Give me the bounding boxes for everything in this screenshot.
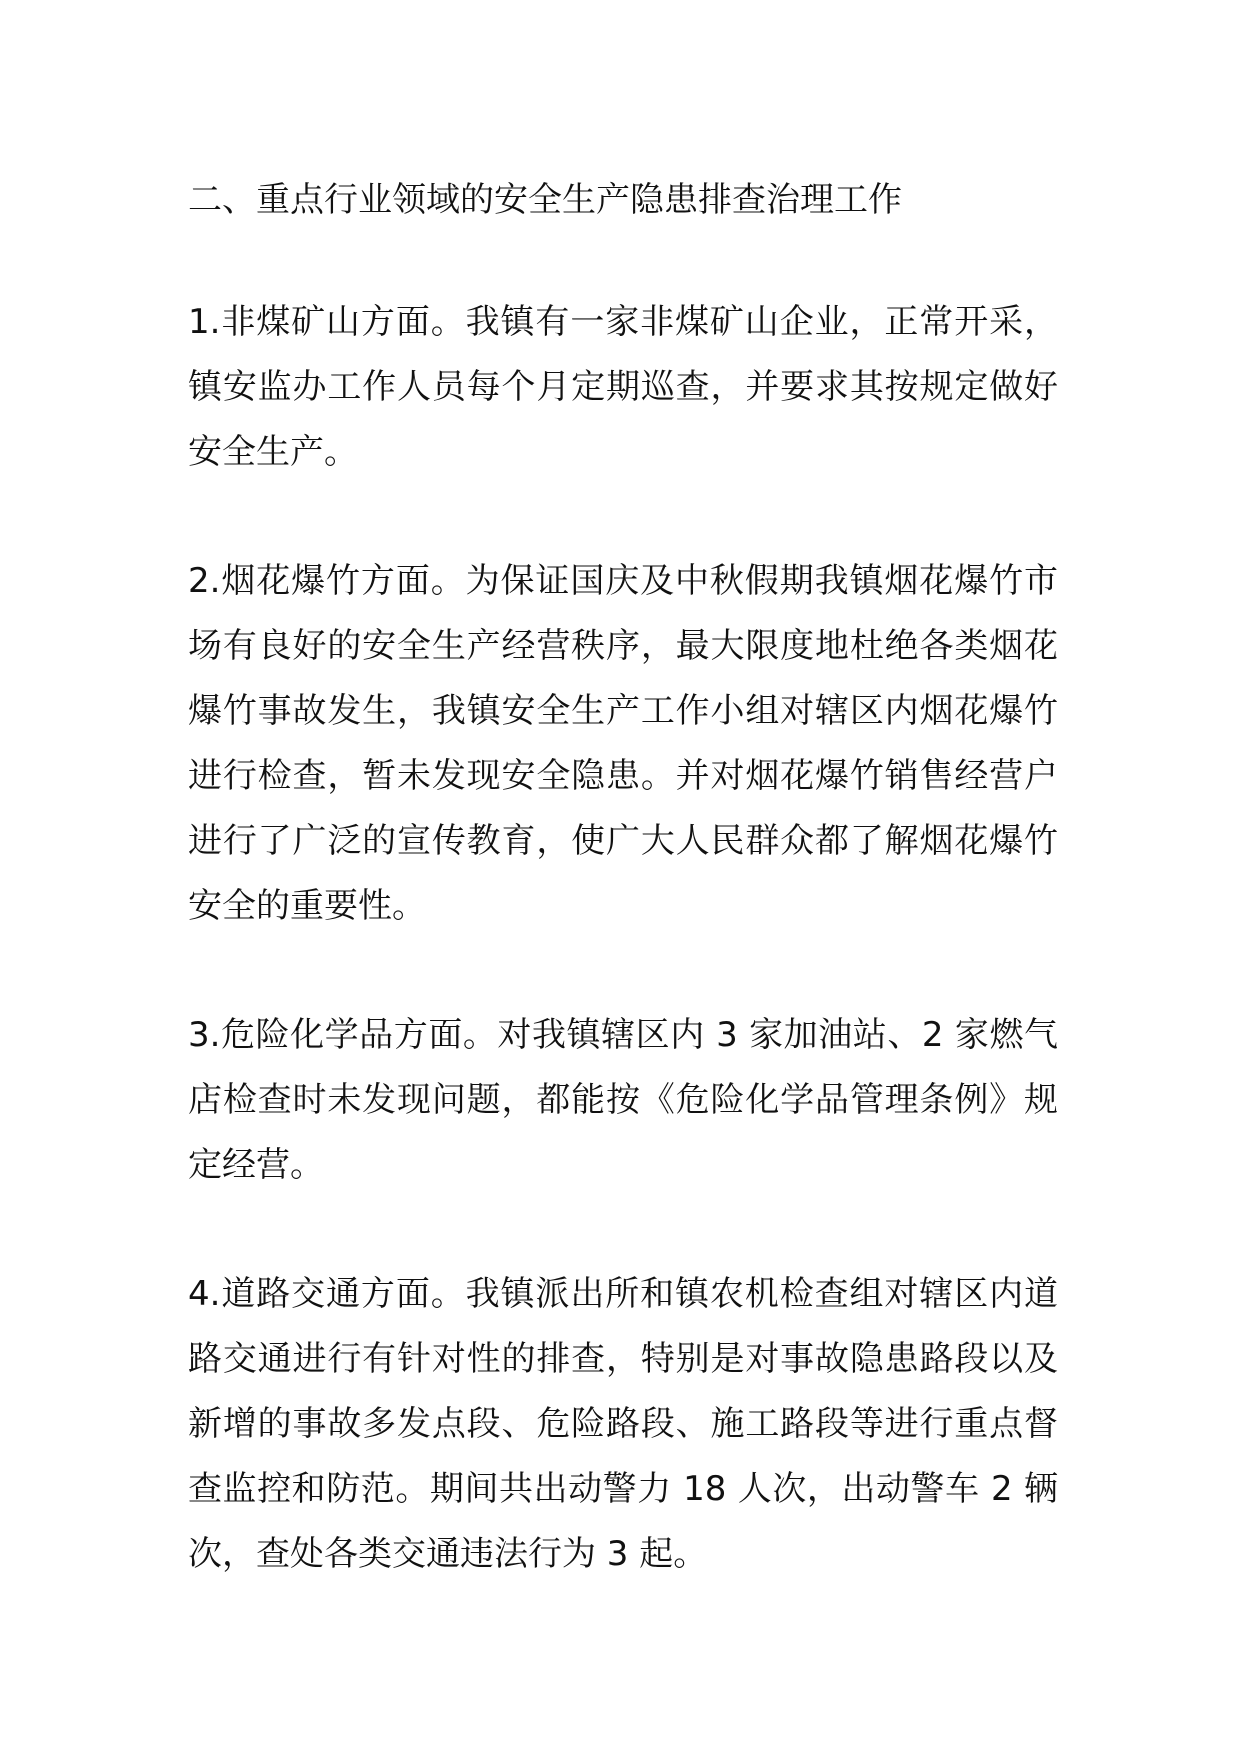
paragraph-road-traffic: 4.道路交通方面。我镇派出所和镇农机检查组对辖区内道路交通进行有针对性的排查，特别是对事故隐患路段以及新增的事故多发点段、危险路段、施工路段等进行重点督查监控和防范。期间共出动警力 18 人次，出动警车 2 辆次，查处各类交通违法行为 3 起。 <box>188 1274 1058 1574</box>
paragraph-non-coal-mines: 1.非煤矿山方面。我镇有一家非煤矿山企业，正常开采，镇安监办工作人员每个月定期巡查，并要求其按规定做好安全生产。 <box>188 302 1058 472</box>
paragraph-fireworks: 2.烟花爆竹方面。为保证国庆及中秋假期我镇烟花爆竹市场有良好的安全生产经营秩序，最大限度地杜绝各类烟花爆竹事故发生，我镇安全生产工作小组对辖区内烟花爆竹进行检查，暂未发现安全隐患。并对烟花爆竹销售经营户进行了广泛的宣传教育，使广大人民群众都了解烟花爆竹安全的重要性。 <box>188 561 1058 926</box>
document-body <box>188 170 1058 1651</box>
paragraph-hazardous-chemicals: 3.危险化学品方面。对我镇辖区内 3 家加油站、2 家燃气店检查时未发现问题，都能按《危险化学品管理条例》规定经营。 <box>188 1015 1058 1185</box>
section-heading: 二、重点行业领域的安全生产隐患排查治理工作 <box>188 180 902 220</box>
